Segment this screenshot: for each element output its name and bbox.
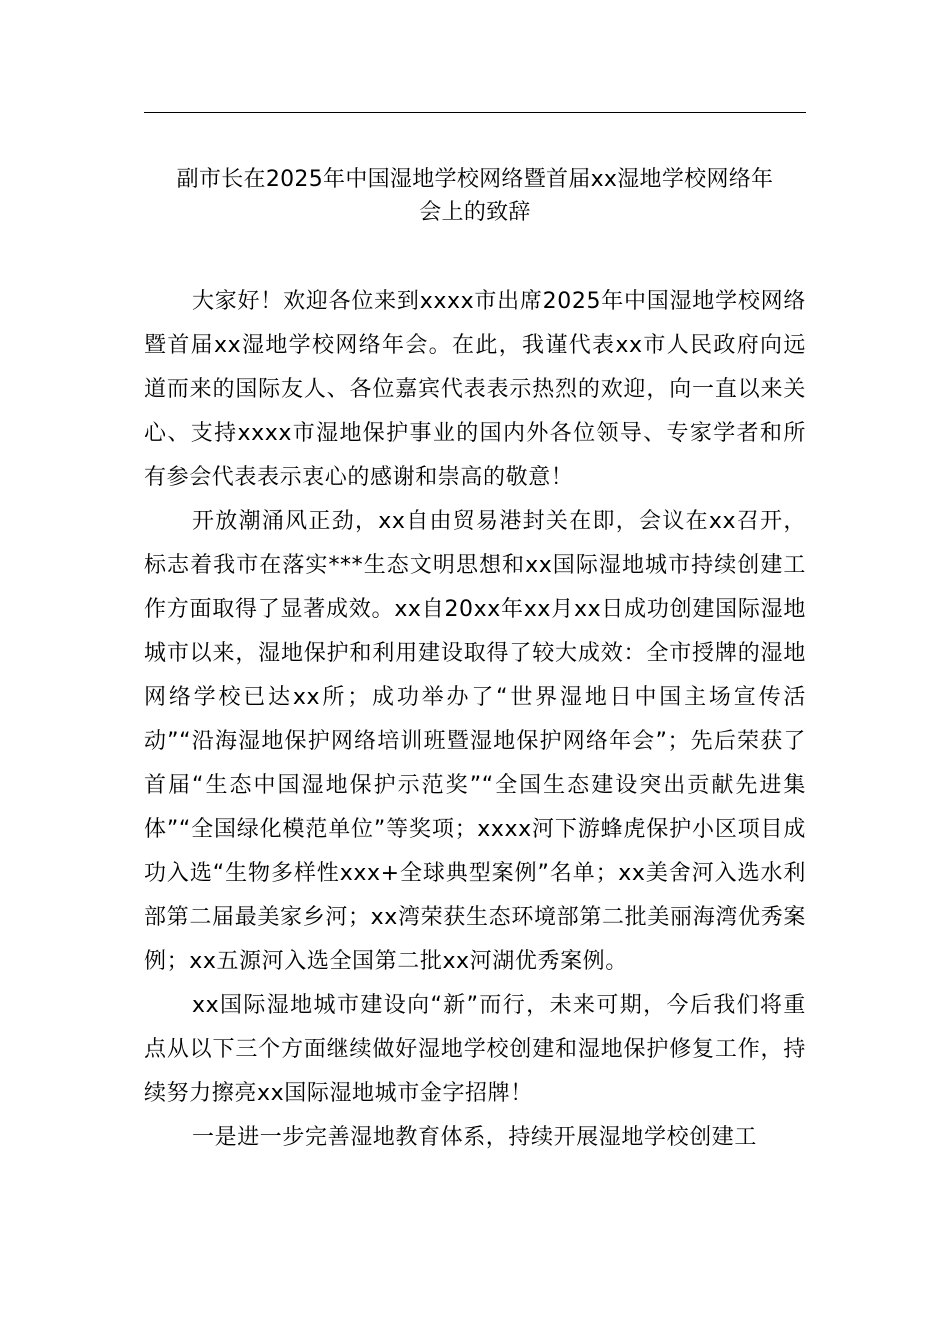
- document-body: [144, 280, 806, 1160]
- paragraph-point-one: 一是进一步完善湿地教育体系，持续开展湿地学校创建工: [192, 1125, 758, 1150]
- document-title: [144, 163, 806, 229]
- title-line-1: 副市长在2025年中国湿地学校网络暨首届xx湿地学校网络年: [176, 167, 774, 192]
- paragraph-future: xx国际湿地城市建设向“新”而行，未来可期，今后我们将重点从以下三个方面继续做好湿地学校创建和湿地保护修复工作，持续努力擦亮xx国际湿地城市金字招牌！: [144, 993, 806, 1106]
- title-line-2: 会上的致辞: [419, 200, 531, 225]
- header-rule: [144, 112, 806, 113]
- paragraph-welcome: 大家好！欢迎各位来到xxxx市出席2025年中国湿地学校网络暨首届xx湿地学校网络年会。在此，我谨代表xx市人民政府向远道而来的国际友人、各位嘉宾代表表示热烈的欢迎，向一直以来关心、支持xxxx市湿地保护事业的国内外各位领导、专家学者和所有参会代表表示衷心的感谢和崇高的敬意！: [144, 289, 806, 490]
- paragraph-achievements: 开放潮涌风正劲，xx自由贸易港封关在即，会议在xx召开，标志着我市在落实***生态文明思想和xx国际湿地城市持续创建工作方面取得了显著成效。xx自20xx年xx月xx日成功创建国际湿地城市以来，湿地保护和利用建设取得了较大成效：全市授牌的湿地网络学校已达xx所；成功举办了“世界湿地日中国主场宣传活动”“沿海湿地保护网络培训班暨湿地保护网络年会”；先后荣获了首届“生态中国湿地保护示范奖”“全国生态建设突出贡献先进集体”“全国绿化模范单位”等奖项；xxxx河下游蜂虎保护小区项目成功入选“生物多样性xxx+全球典型案例”名单；xx美舍河入选水利部第二届最美家乡河；xx湾荣获生态环境部第二批美丽海湾优秀案例；xx五源河入选全国第二批xx河湖优秀案例。: [144, 509, 806, 974]
